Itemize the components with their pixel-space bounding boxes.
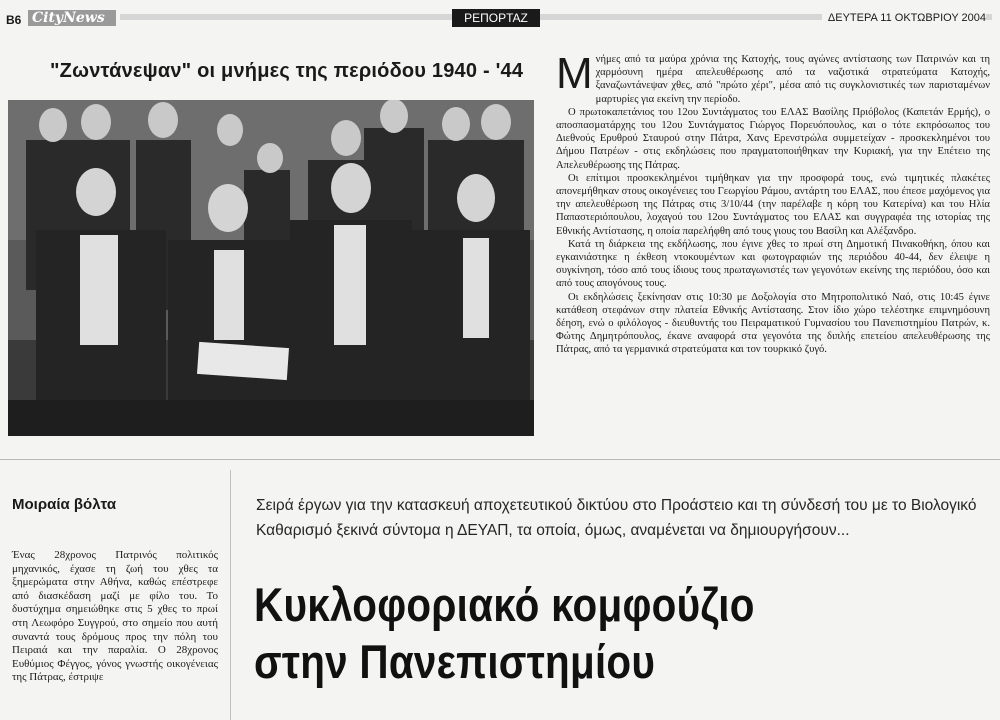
article-paragraph: Οι επίτιμοι προσκεκλημένοι τιμήθηκαν για την προσφορά τους, ενώ τιμητικές πλακέτες απονεμήθηκαν στους οικογένειες του Γεωργίου Ράμου, αντάρτη του ΕΛΑΣ, που έπεσε μαχόμενος για την απελευθέρωση της Πάτρας στις 3/10/44 (την παρέλαβε η κόρη του Κατερίνα) και του Ηλία Παπαστεριόπουλου, λοχαγού του 12ου Συντάγματος του ΕΛΑΣ και συγγραφέα της ιστορίας της Εθνικής Αντίστασης, η οποία παρελήφθη από τους γιους του Βασίλη και Αλέξανδρο.	[556, 172, 990, 237]
article-paragraph: Ο πρωτοκαπετάνιος του 12ου Συντάγματος του ΕΛΑΣ Βασίλης Πριόβολος (Καπετάν Ερμής), ο αποσπασματάρχης του 12ου Συντάγματος Γιώργος Πορευόπουλος, και ο τότε εκπρόσωπος του Διεθνούς Ερυθρού Σταυρού στην Πάτρα, Χανς Ερενστρώλα συμμετείχαν - προσκεκλημένοι του Δήμου Πατρέων - στις εκδηλώσεις που πραγματοποιήθηκαν την Κυριακή, για την Επέτειο της Απελευθέρωσης της Πάτρας.	[556, 106, 990, 171]
sidebar-article-text: Ένας 28χρονος Πατρινός πολιτικός μηχανικός, έχασε τη ζωή του χθες τα ξημερώματα στην Αθήνα, καθώς επέστρεφε από διασκέδαση μαζί με φίλο του. Το δυστύχημα σημειώθηκε στις 5 χθες το πρωί στη Λεωφόρο Συγγρού, στο σημείο που αυτή συναντά τους δρόμους προς την πόλη του Πειραιά και την παραλία. Ο 28χρονος Ευθύμιος Φέγγος, γόνος γνωστής οικογένειας της Πάτρας, έστριψε	[12, 549, 218, 684]
article-subheadline: Σειρά έργων για την κατασκευή αποχετευτικού δικτύου στο Προάστειο και τη σύνδεσή του με το Βιολογικό Καθαρισμό ξεκινά σύντομα η ΔΕΥΑΠ, τα οποία, όμως, αναμένεται να δημιουργήσουν...	[256, 497, 977, 539]
article-paragraph: Κατά τη διάρκεια της εκδήλωσης, που έγινε χθες το πρωί στη Δημοτική Πινακοθήκη, όπου και εγκαινιάστηκε η έκθεση ντοκουμέντων και φωτογραφιών της περιόδου 40-44, δεν έλειψε η συγκίνηση, τόσο από τους ίδιους τους πρωταγωνιστές των γεγονότων εκείνης της περιόδου, όσο και από τους απογόνους τους.	[556, 238, 990, 290]
drop-cap: Μ	[556, 49, 593, 98]
main-headline-line: Κυκλοφοριακό κομφούζιο	[254, 578, 755, 631]
newspaper-logo: CityNews	[28, 10, 116, 26]
veterans-photo	[8, 100, 534, 436]
page-header	[0, 0, 1000, 30]
article-headline: "Ζωντάνεψαν" οι μνήμες της περιόδου 1940 - '44	[50, 60, 524, 82]
sidebar-headline: Μοιραία βόλτα	[12, 496, 117, 513]
main-headline	[254, 576, 894, 690]
column-divider	[230, 470, 231, 720]
page-number: B6	[6, 13, 22, 27]
section-label: ΡΕΠΟΡΤΑΖ	[452, 9, 540, 27]
section-divider	[0, 459, 1000, 460]
article-paragraph: Μνήμες από τα μαύρα χρόνια της Κατοχής, τους αγώνες αντίστασης των Πατρινών και τη χαρμόσυνη ημέρα απελευθέρωσης από τα ναζιστικά στρατεύματα Κατοχής, ξαναζωντάνεψαν χθες, από "πρώτο χέρι", μέσα από τις συγκλονιστικές των παρισταμένων μαρτυρίες για εκείνη την περίοδο.	[556, 49, 990, 105]
main-headline-line: στην Πανεπιστημίου	[254, 635, 656, 688]
issue-date: ΔΕΥΤΕΡΑ 11 ΟΚΤΩΒΡΙΟΥ 2004	[822, 9, 986, 27]
article-paragraph: Οι εκδηλώσεις ξεκίνησαν στις 10:30 με Δοξολογία στο Μητροπολιτικό Ναό, στις 10:45 έγινε κατάθεση στεφάνων στην πλατεία Εθνικής Αντίστασης. Στον ίδιο χώρο τελέστηκε επιμνημόσυνη δέηση, ενώ ο φιλόλογος - διευθυντής του Πειραματικού Γυμνασίου του Πανεπιστημίου Πατρών, κ. Φώτης Δημητρόπουλος, έκανε αναφορά στα γεγονότα της διπλής επετείου απελευθέρωσης της Πάτρας, από τα γερμανικά στρατεύματα και τον τουρκικό ζυγό.	[556, 291, 990, 356]
article-body	[556, 49, 990, 357]
